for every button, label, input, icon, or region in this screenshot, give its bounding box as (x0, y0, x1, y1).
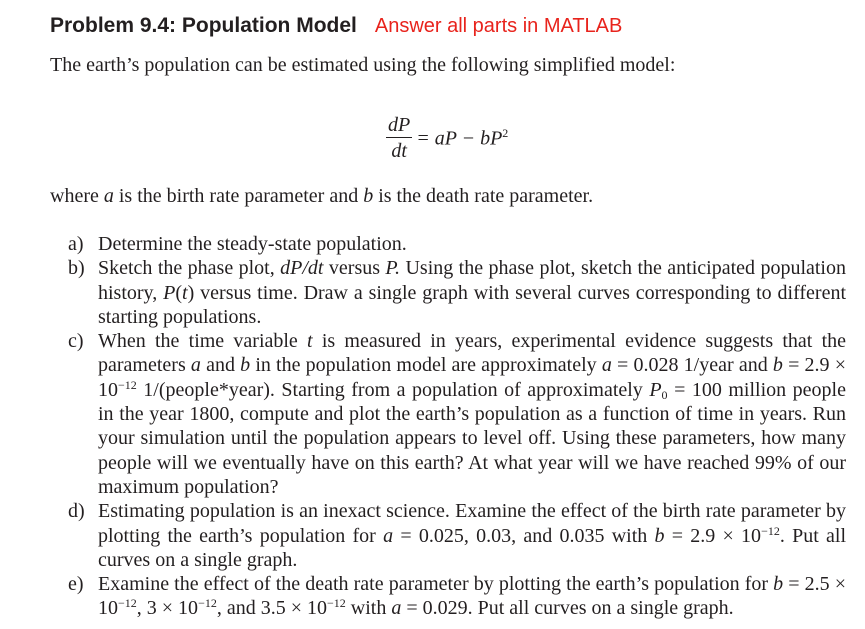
problem-parts-list (68, 232, 846, 621)
part-label: e) (68, 573, 84, 596)
intro-paragraph: The earth’s population can be estimated using the following simplified model: (50, 54, 676, 76)
part-a (68, 232, 846, 256)
rhs-terms: = aP − bP (416, 127, 503, 150)
part-label: c) (68, 330, 84, 353)
part-label: a) (68, 233, 84, 255)
part-b (68, 256, 846, 329)
var-b: b (363, 185, 374, 207)
part-text: When the time variable t is measured in years, experimental evidence suggests that the parameters a and b in the population model are approximately a = 0.028 1/year and $b = 2.9 \times 10^{-12}$ 1/(people*year). Starting from a population of approximately $P_0 = 100$ million people in the year 1800, compute and plot the earth’s population as a function of time in years. Run your simulation until the population appears to level off. Using these parameters, how many people will we eventually have on this earth? At what year will we have reached 99% of our maximum population? (98, 330, 847, 498)
part-text: Sketch the phase plot, dP/dt versus P. Using the phase plot, sketch the anticipated population history, P(t) versus time. Draw a single graph with several curves corresponding to different starting populations. (98, 257, 847, 328)
population-equation (386, 114, 508, 163)
part-d (68, 499, 846, 572)
part-label: d) (68, 500, 85, 523)
rhs-exponent: 2 (502, 126, 509, 141)
derivative-fraction (386, 114, 412, 163)
problem-header (50, 14, 622, 38)
part-label: b) (68, 257, 85, 280)
var-a: a (103, 185, 114, 207)
fraction-numerator: dP (388, 114, 411, 136)
equation-rhs (416, 126, 508, 151)
part-e (68, 572, 846, 621)
parameter-definition: where a is the birth rate parameter and b is the death rate parameter. (50, 185, 594, 207)
part-text: Examine the effect of the death rate parameter by plotting the earth’s population for $b = 2.5 \times 10^{-12}$, $3 \times 10^{-12}$, and $3.5 \times 10^{-12}$ with a = 0.029. Put all curves on a single graph. (98, 573, 846, 620)
part-text: Determine the steady-state population. (98, 233, 407, 255)
part-text: Estimating population is an inexact science. Examine the effect of the birth rate parameter by plotting the earth’s population for a = 0.025, 0.03, and 0.035 with $b = 2.9 \times 10^{-12}$. Put all curves on a single graph. (98, 500, 847, 571)
matlab-note: Answer all parts in MATLAB (374, 15, 623, 37)
part-c (68, 329, 846, 499)
problem-title: Problem 9.4: Population Model (50, 14, 357, 37)
fraction-denominator: dt (391, 140, 407, 162)
